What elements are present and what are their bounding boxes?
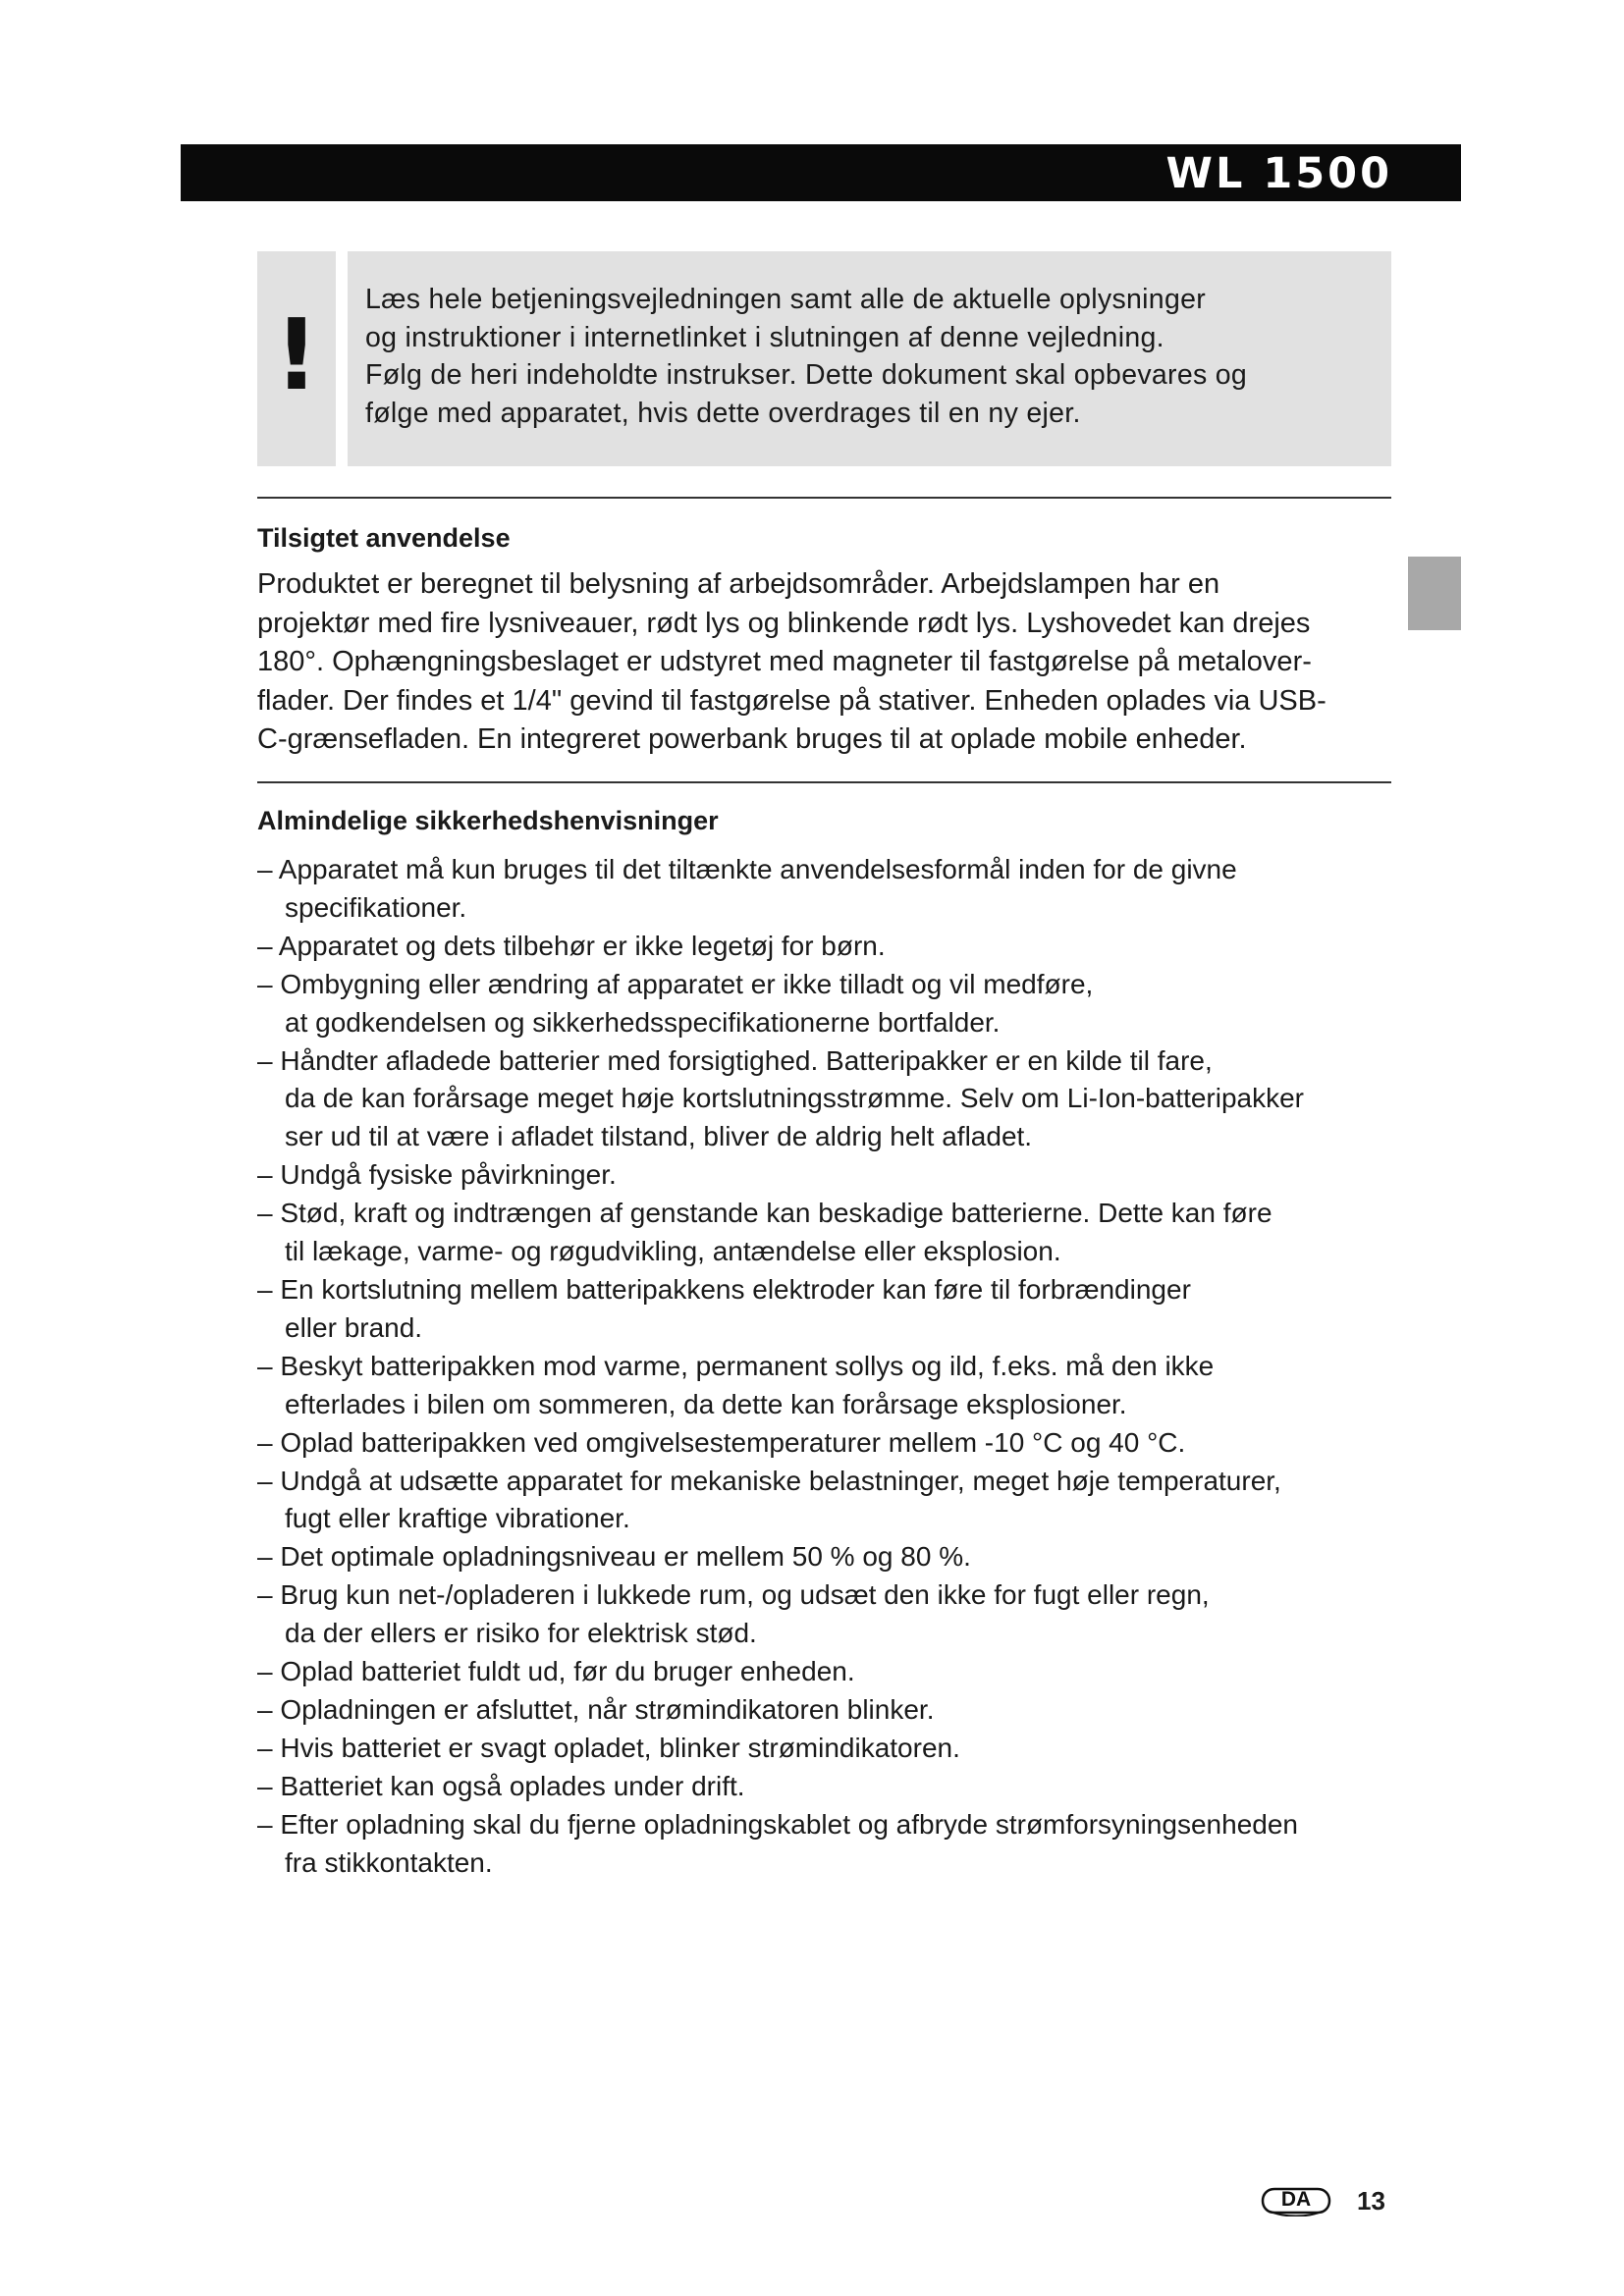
list-line: – Stød, kraft og indtrængen af genstande kan beskadige batterierne. Dette kan føre [257, 1198, 1272, 1229]
notice-icon-box [257, 251, 336, 466]
notice-line: Følg de heri indeholdte instrukser. Dette dokument skal opbevares og [365, 359, 1248, 391]
list-item [257, 1463, 1396, 1539]
body-line: C-grænsefladen. En integreret powerbank bruges til at oplade mobile enheder. [257, 723, 1247, 755]
list-item [257, 1156, 1396, 1195]
list-line: – Batteriet kan også oplades under drift. [257, 1770, 745, 1801]
model-title: WL 1500 [1165, 149, 1392, 198]
list-item [257, 1653, 1396, 1691]
exclamation-icon: ! [274, 297, 319, 412]
list-line: – Oplad batteriet fuldt ud, før du bruger enheden. [257, 1656, 855, 1687]
list-item [257, 1576, 1396, 1653]
list-line: da de kan forårsage meget høje kortslutningsstrømme. Selv om Li-Ion-batteripakker [285, 1083, 1305, 1114]
list-line: fra stikkontakten. [285, 1846, 493, 1878]
list-line: specifikationer. [285, 891, 467, 923]
list-line: – Undgå fysiske påvirkninger. [257, 1159, 617, 1191]
list-line: – Apparatet og dets tilbehør er ikke legetøj for børn. [257, 930, 886, 961]
list-line: – En kortslutning mellem batteripakkens elektroder kan føre til forbrændinger [257, 1273, 1191, 1305]
body-line: Produktet er beregnet til belysning af arbejdsområder. Arbejdslampen har en [257, 568, 1220, 600]
list-line: til lækage, varme- og røgudvikling, antændelse eller eksplosion. [285, 1236, 1061, 1267]
list-item [257, 1730, 1396, 1768]
list-line: – Apparatet må kun bruges til det tiltænkte anvendelsesformål inden for de givne [257, 854, 1237, 884]
list-line: da der ellers er risiko for elektrisk stød. [285, 1618, 757, 1649]
list-line: – Oplad batteripakken ved omgivelsestemperaturer mellem -10 °C og 40 °C. [257, 1426, 1186, 1458]
intended-use-body [257, 565, 1396, 760]
list-line: – Brug kun net-/opladeren i lukkede rum, og udsæt den ikke for fugt eller regn, [257, 1579, 1210, 1611]
list-line: – Beskyt batteripakken mod varme, permanent sollys og ild, f.eks. må den ikke [257, 1350, 1215, 1381]
list-line: ser ud til at være i afladet tilstand, bliver de aldrig helt afladet. [285, 1121, 1033, 1152]
section-divider [257, 497, 1391, 499]
side-tab-marker [1408, 557, 1461, 630]
list-line: – Undgå at udsætte apparatet for mekaniske belastninger, meget høje temperaturer, [257, 1465, 1281, 1496]
list-item [257, 851, 1396, 928]
notice-line: Læs hele betjeningsvejledningen samt alle de aktuelle oplysninger [365, 284, 1207, 315]
notice-line: og instruktioner i internetlinket i slutningen af denne vejledning. [365, 321, 1164, 353]
list-line: – Ombygning eller ændring af apparatet er ikke tilladt og vil medføre, [257, 968, 1094, 999]
list-line: – Håndter afladede batterier med forsigtighed. Batteripakker er en kilde til fare, [257, 1044, 1213, 1076]
list-line: – Det optimale opladningsniveau er mellem 50 % og 80 %. [257, 1541, 971, 1573]
list-line: – Efter opladning skal du fjerne opladningskablet og afbryde strømforsyningsenheden [257, 1808, 1298, 1840]
list-item [257, 1806, 1396, 1883]
list-item [257, 1348, 1396, 1424]
list-item [257, 1691, 1396, 1730]
safety-heading: Almindelige sikkerhedshenvisninger [257, 806, 719, 835]
header-bar [181, 144, 1461, 201]
list-item [257, 1042, 1396, 1157]
list-item [257, 928, 1396, 966]
list-item [257, 1538, 1396, 1576]
body-line: projektør med fire lysniveauer, rødt lys og blinkende rødt lys. Lyshovedet kan drejes [257, 607, 1311, 639]
list-item [257, 1271, 1396, 1348]
page-number: 13 [1357, 2186, 1385, 2216]
notice-box [348, 251, 1391, 466]
list-line: eller brand. [285, 1311, 423, 1343]
list-line: – Hvis batteriet er svagt opladet, blinker strømindikatoren. [257, 1732, 960, 1763]
safety-list [257, 851, 1396, 1882]
body-line: flader. Der findes et 1/4" gevind til fastgørelse på stativer. Enheden oplades via USB- [257, 684, 1326, 717]
list-item [257, 1424, 1396, 1463]
list-line: efterlades i bilen om sommeren, da dette kan forårsage eksplosioner. [285, 1388, 1127, 1419]
list-line: fugt eller kraftige vibrationer. [285, 1503, 630, 1534]
list-item [257, 966, 1396, 1042]
list-item [257, 1195, 1396, 1271]
language-code: DA [1280, 2188, 1312, 2211]
list-line: at godkendelsen og sikkerhedsspecifikationerne bortfalder. [285, 1006, 1001, 1038]
section-divider [257, 781, 1391, 783]
notice-line: følge med apparatet, hvis dette overdrages til en ny ejer. [365, 397, 1081, 429]
body-line: 180°. Ophængningsbeslaget er udstyret med magneter til fastgørelse på metalover- [257, 646, 1312, 677]
intended-use-heading: Tilsigtet anvendelse [257, 523, 511, 553]
list-item [257, 1768, 1396, 1806]
list-line: – Opladningen er afsluttet, når strømindikatoren blinker. [257, 1693, 935, 1725]
